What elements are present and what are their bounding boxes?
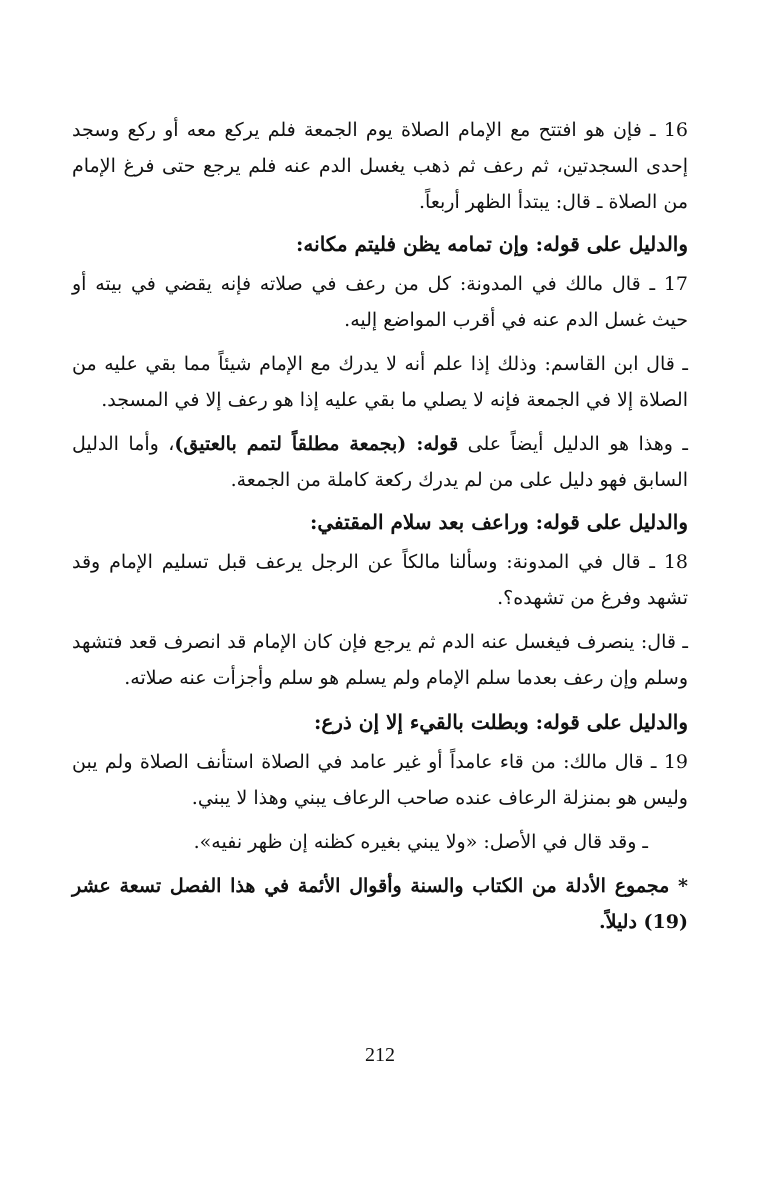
- paragraph-17: 17 ـ قال مالك في المدونة: كل من رعف في صلاته فإنه يقضي في بيته أو حيث غسل الدم عنه في أقرب المواضع إليه.: [72, 273, 688, 331]
- evidence-note-quote: قوله: (بجمعة مطلقاً لتمم بالعتيق): [174, 433, 459, 455]
- paragraph-16: 16 ـ فإن هو افتتح مع الإمام الصلاة يوم الجمعة فلم يركع معه أو ركع وسجد إحدى السجدتين، ثم رعف ثم ذهب يغسل الدم عنه فلم يرجع حتى فرغ الإمام من الصلاة ـ قال: يبتدأ الظهر أربعاً.: [72, 119, 689, 213]
- paragraph-asl-quote: ـ وقد قال في الأصل: «ولا يبني بغيره كظنه إن ظهر نفيه».: [193, 831, 648, 853]
- section-heading-2: والدليل على قوله: وراعف بعد سلام المقتفي:: [309, 510, 688, 534]
- paragraph-answer: ـ قال: ينصرف فيغسل عنه الدم ثم يرجع فإن كان الإمام قد انصرف قعد فتشهد وسلم وإن رعف بعدما سلم الإمام ولم يسلم هو سلم وأجزأت عنه صلاته.: [72, 631, 688, 689]
- paragraph-evidence-note: [72, 426, 688, 498]
- evidence-note-start: ـ وهذا هو الدليل أيضاً على: [458, 433, 688, 455]
- summary-note: * مجموع الأدلة من الكتاب والسنة وأقوال الأئمة في هذا الفصل تسعة عشر (19) دليلاً.: [72, 875, 688, 933]
- paragraph-ibn-alqasim: ـ قال ابن القاسم: وذلك إذا علم أنه لا يدرك مع الإمام شيئاً مما بقي عليه من الصلاة إلا في الجمعة فإنه لا يصلي ما بقي عليه إذا هو رعف إلا في المسجد.: [72, 353, 688, 411]
- page-number: 212: [365, 1044, 395, 1066]
- paragraph-18: 18 ـ قال في المدونة: وسألنا مالكاً عن الرجل يرعف قبل تسليم الإمام وقد تشهد وفرغ من تشهده؟.: [72, 551, 688, 609]
- section-heading-1: والدليل على قوله: وإن تمامه يظن فليتم مكانه:: [296, 232, 688, 256]
- paragraph-19: 19 ـ قال مالك: من قاء عامداً أو غير عامد في الصلاة استأنف الصلاة ولم يبن وليس هو بمنزلة الرعاف عنده صاحب الرعاف يبني وهذا لا يبني.: [72, 751, 688, 809]
- evidence-note-end: ، وأما الدليل السابق فهو دليل على من لم يدرك ركعة كاملة من الجمعة.: [72, 433, 688, 491]
- section-heading-3: والدليل على قوله: وبطلت بالقيء إلا إن ذرع:: [313, 710, 688, 734]
